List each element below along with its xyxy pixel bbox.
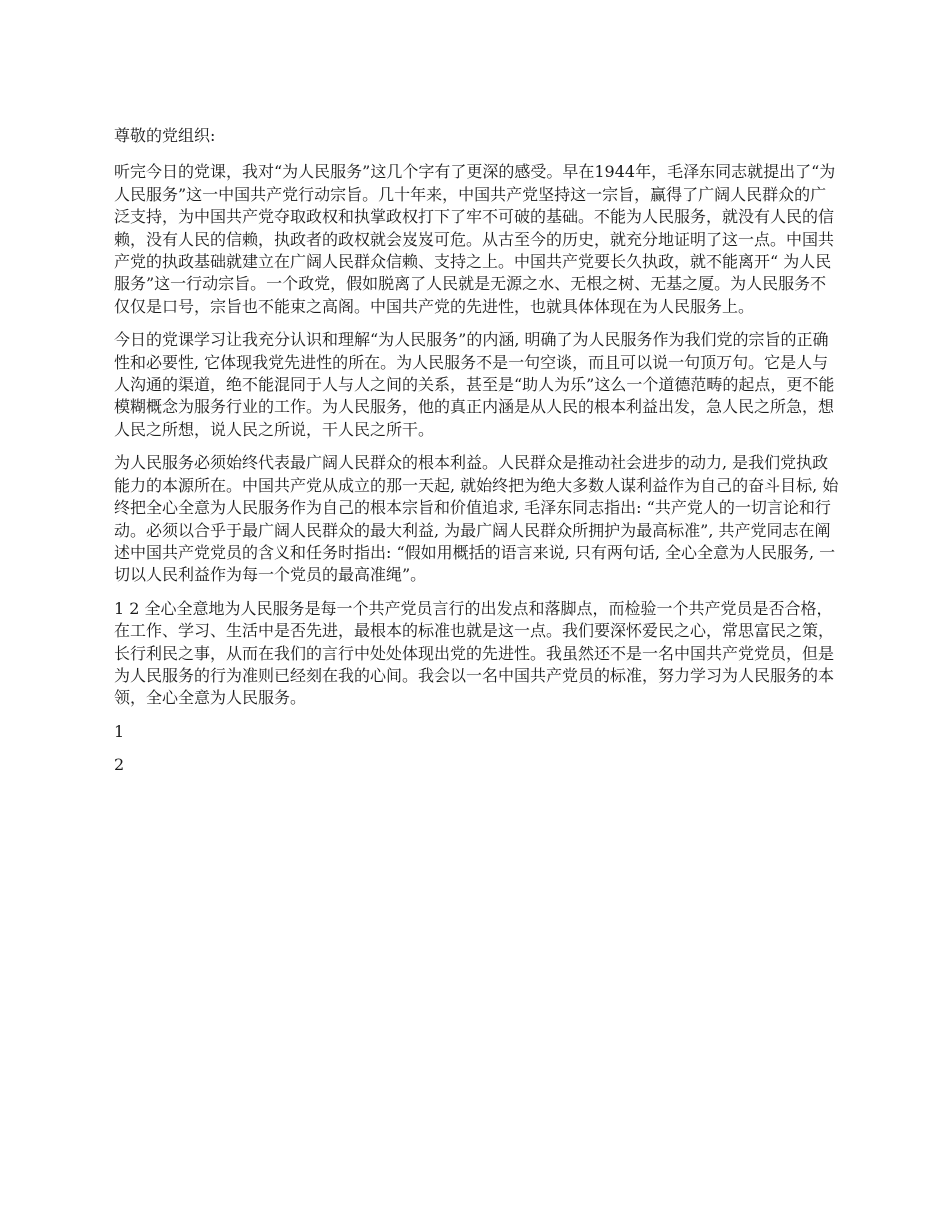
paragraph-4: 1 2 全心全意地为人民服务是每一个共产党员言行的出发点和落脚点，而检验一个共产党员是否合格，在工作、学习、生活中是否先进，最根本的标准也就是这一点。我们要深怀爱民之心，常思富民之策，长行利民之事，从而在我们的言行中处处体现出党的先进性。我虽然还不是一名中国共产党党员，但是为人民服务的行为准则已经刻在我的心间。我会以一名中国共产党员的标准，努力学习为人民服务的本领，全心全意为人民服务。 <box>114 598 835 708</box>
salutation: 尊敬的党组织: <box>114 126 216 145</box>
paragraph-2: 今日的党课学习让我充分认识和理解“为人民服务”的内涵, 明确了为人民服务作为我们党的宗旨的正确性和必要性, 它体现我党先进性的所在。为人民服务不是一句空谈，而且可以说一句顶万句。它是人与人沟通的渠道，绝不能混同于人与人之间的关系，甚至是“助人为乐”这么一个道德范畴的起点，更不能模糊概念为服务行业的工作。为人民服务，他的真正内涵是从人民的根本利益出发，急人民之所急，想人民之所想，说人民之所说，干人民之所干。 <box>114 330 835 439</box>
number-line-1: 1 <box>114 721 125 741</box>
number-line-2: 2 <box>114 755 125 775</box>
paragraph-3: 为人民服务必须始终代表最广阔人民群众的根本利益。人民群众是推动社会进步的动力, 是我们党执政能力的本源所在。中国共产党从成立的那一天起, 就始终把为绝大多数人谋利益作为自己的奋斗目标, 始终把全心全意为人民服务作为自己的根本宗旨和价值追求, 毛泽东同志指出: “共产党人的一切言论和行动。必须以合乎于最广阔人民群众的最大利益, 为最广阔人民群众所拥护为最高标准”, 共产党同志在阐述中国共产党党员的含义和任务时指出: “假如用概括的语言来说, 只有两句话, 全心全意为人民服务, 一切以人民利益作为每一个党员的最高准绳”。 <box>114 453 839 585</box>
letter-body <box>114 125 839 788</box>
paragraph-1: 听完今日的党课，我对“为人民服务”这几个字有了更深的感受。早在1944年，毛泽东同志就提出了“为人民服务”这一中国共产党行动宗旨。几十年来，中国共产党坚持这一宗旨，赢得了广阔人民群众的广泛支持，为中国共产党夺取政权和执掌政权打下了牢不可破的基础。不能为人民服务，就没有人民的信赖，没有人民的信赖，执政者的政权就会岌岌可危。从古至今的历史，就充分地证明了这一点。中国共产党的执政基础就建立在广阔人民群众信赖、支持之上。中国共产党要长久执政，就不能离开“ 为人民服务”这一行动宗旨。一个政党，假如脱离了人民就是无源之水、无根之树、无基之厦。为人民服务不仅仅是口号，宗旨也不能束之高阁。中国共产党的先进性，也就具体体现在为人民服务上。 <box>114 162 836 316</box>
